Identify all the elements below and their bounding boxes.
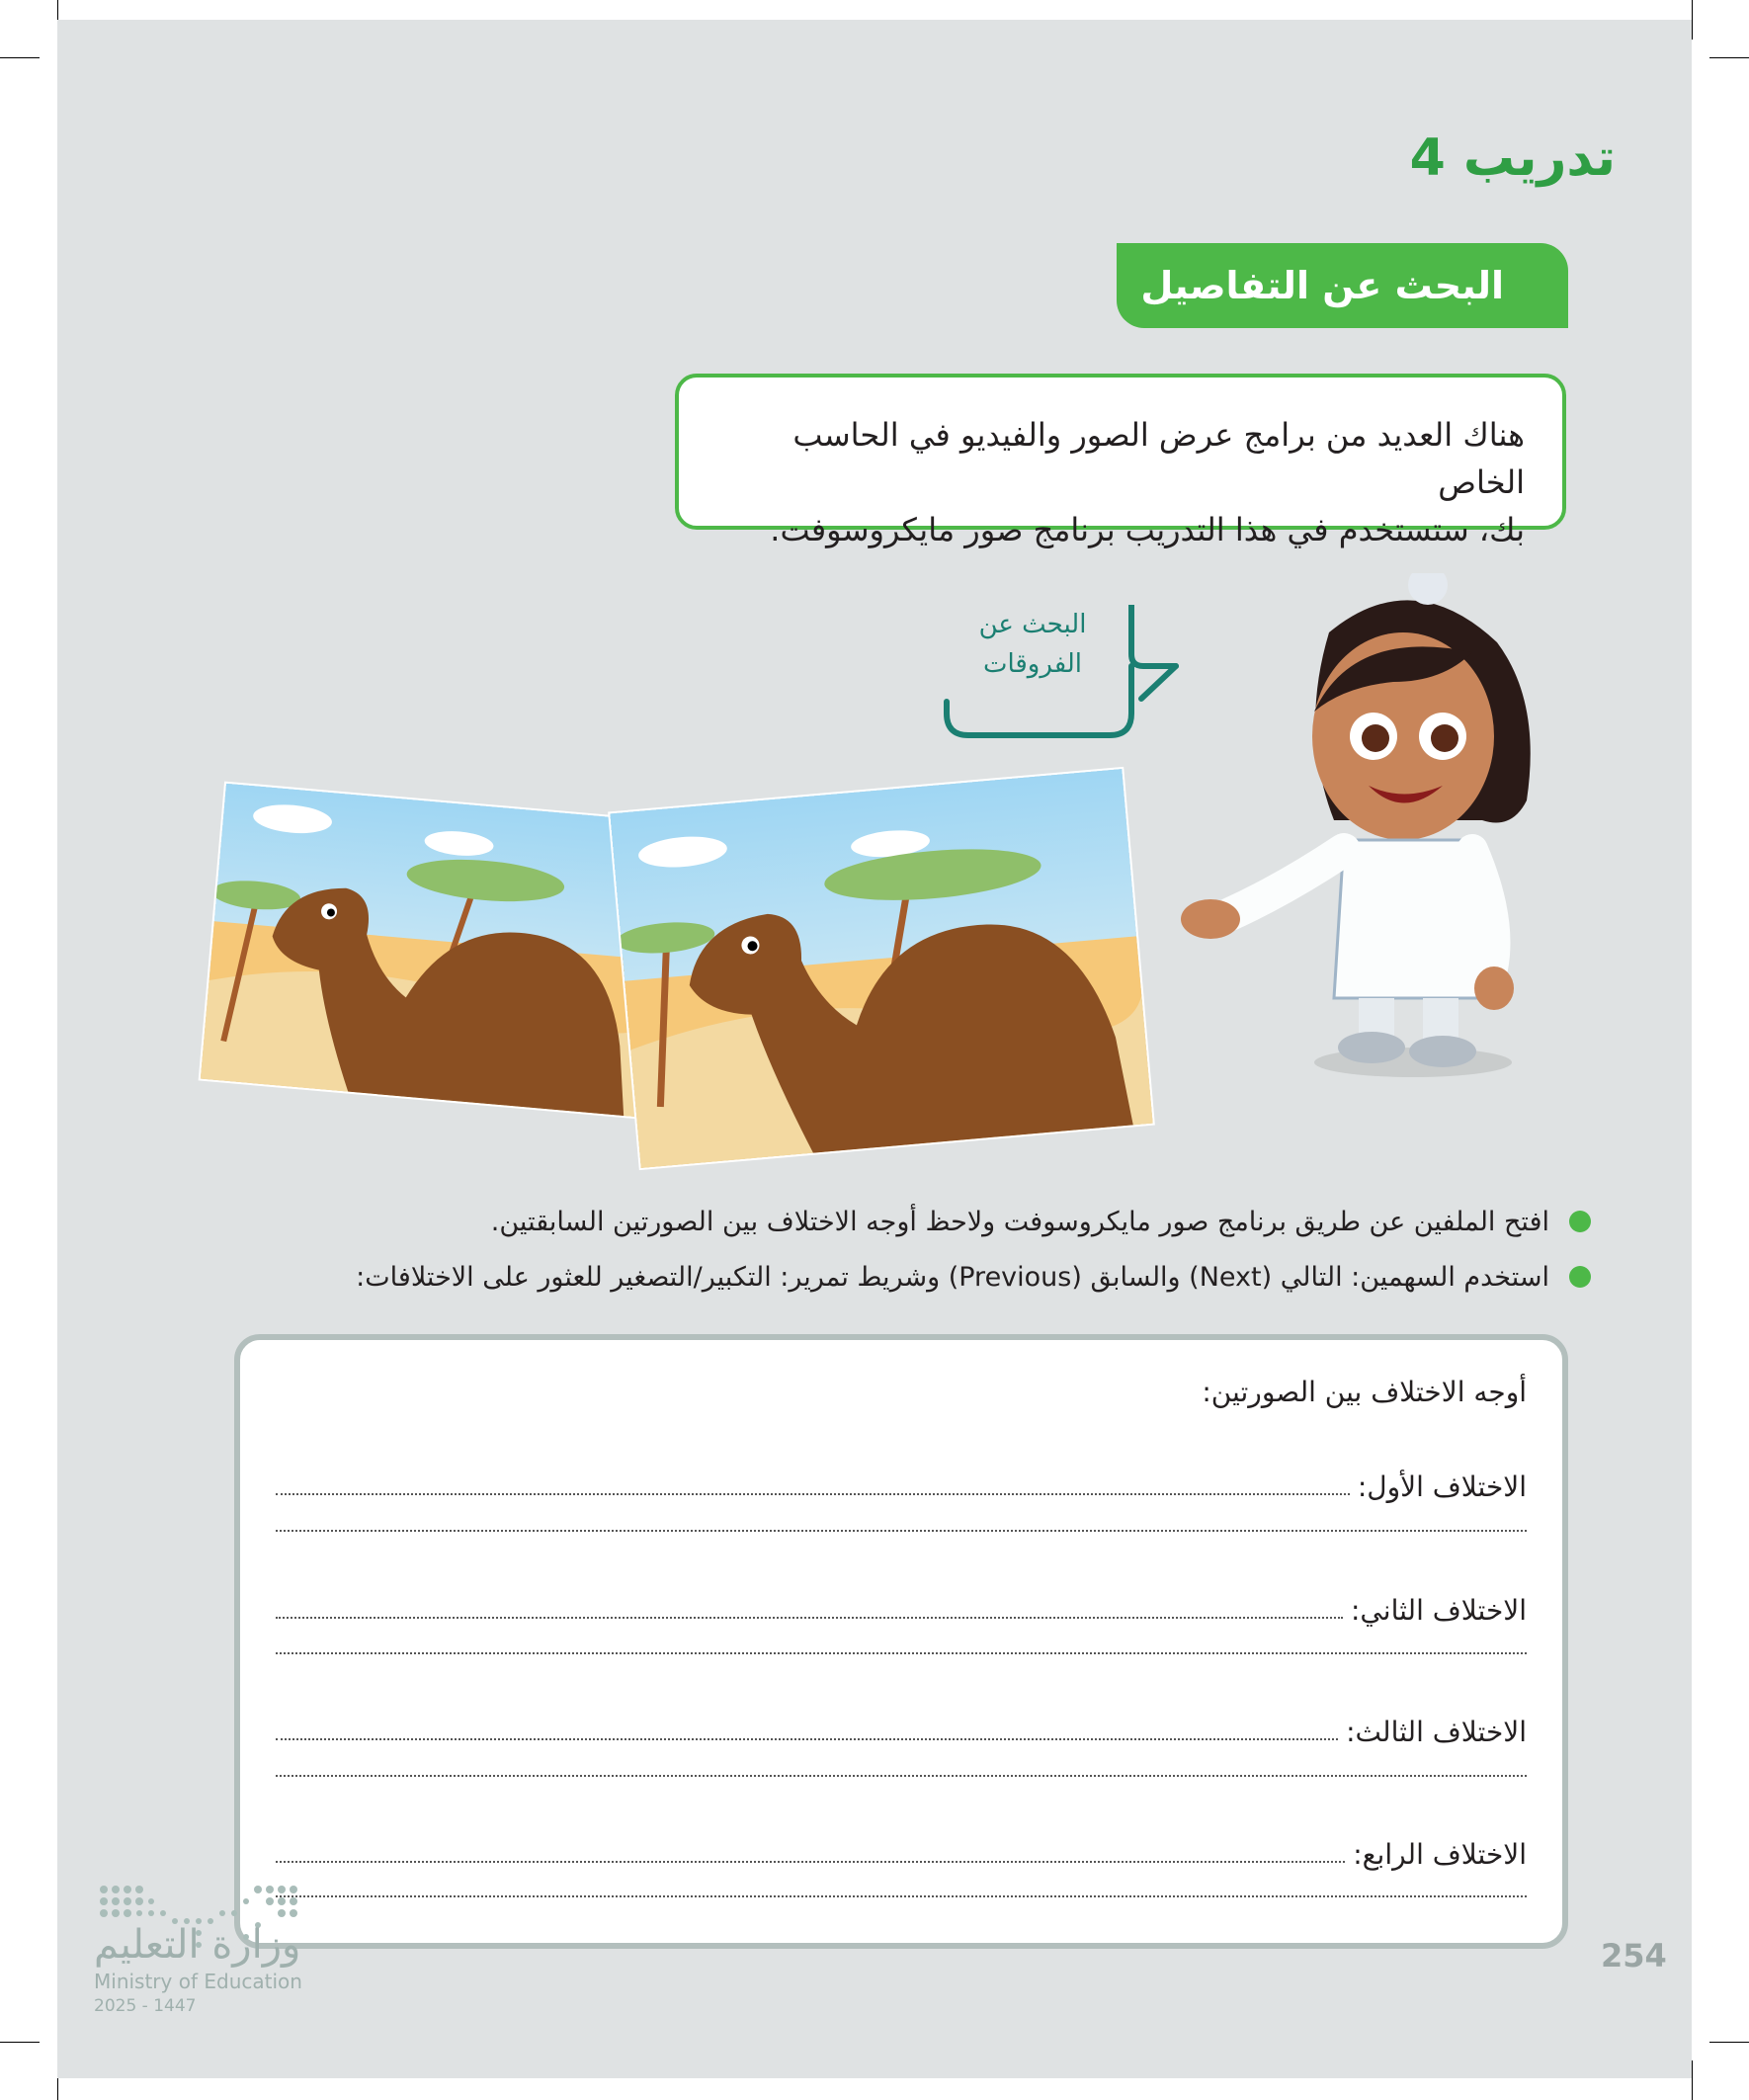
- answer-line[interactable]: [276, 1652, 1527, 1654]
- answer-line[interactable]: [276, 1738, 1338, 1740]
- intro-box: [675, 374, 1566, 548]
- answer-line[interactable]: [276, 1617, 1343, 1619]
- intro-line-1: هناك العديد من برامج عرض الصور والفيديو في الحاسب الخاص: [792, 416, 1525, 501]
- section-banner: البحث عن التفاصيل: [1117, 243, 1568, 328]
- camel-illustration: [610, 769, 1152, 1168]
- page-number: 254: [1601, 1937, 1667, 1974]
- answer-label: الاختلاف الثاني:: [1351, 1594, 1527, 1627]
- answer-row-1[interactable]: [276, 1464, 1527, 1503]
- answer-heading: أوجه الاختلاف بين الصورتين:: [1202, 1376, 1527, 1408]
- crop-mark: [1709, 57, 1749, 58]
- list-item: [208, 1249, 1591, 1304]
- answer-row-2[interactable]: [276, 1587, 1527, 1627]
- ministry-name-english: Ministry of Education: [94, 1970, 302, 1993]
- answer-box: [234, 1334, 1568, 1949]
- ministry-name-arabic: وزارة التعليم: [94, 1922, 301, 1968]
- ministry-year: 2025 - 1447: [94, 1996, 197, 2016]
- list-item: [208, 1194, 1591, 1249]
- answer-line[interactable]: [276, 1530, 1527, 1532]
- camel-photo-1: [201, 784, 674, 1119]
- answer-row-3[interactable]: [276, 1709, 1527, 1748]
- instruction-text: استخدم السهمين: التالي (Next) والسابق (Previous) وشريط تمرير: التكبير/التصغير للعثور على الاختلافات:: [356, 1261, 1549, 1293]
- bullet-icon: [1569, 1211, 1591, 1232]
- crop-mark: [1692, 0, 1693, 40]
- page-title: تدريب 4: [1409, 128, 1616, 188]
- answer-label: الاختلاف الرابع:: [1353, 1838, 1527, 1871]
- answer-line[interactable]: [276, 1861, 1345, 1863]
- camel-illustration: [201, 784, 674, 1119]
- answer-label: الاختلاف الثالث:: [1346, 1716, 1527, 1748]
- crop-mark: [1709, 2042, 1749, 2043]
- speech-bubble: [963, 605, 1102, 684]
- answer-line[interactable]: [276, 1895, 1527, 1897]
- instructions-list: [208, 1194, 1591, 1304]
- camel-photo-2: [610, 769, 1152, 1168]
- answer-line[interactable]: [276, 1493, 1350, 1495]
- answer-row-4[interactable]: [276, 1831, 1527, 1871]
- instruction-text: افتح الملفين عن طريق برنامج صور مايكروسوفت ولاحظ أوجه الاختلاف بين الصورتين السابقتين.: [490, 1206, 1549, 1237]
- crop-mark: [0, 57, 40, 58]
- bullet-icon: [1569, 1266, 1591, 1288]
- crop-mark: [1692, 2060, 1693, 2100]
- answer-label: الاختلاف الأول:: [1357, 1470, 1527, 1503]
- crop-mark: [0, 2042, 40, 2043]
- girl-character: [1136, 573, 1591, 1087]
- callout-line-2: الفروقات: [982, 649, 1083, 679]
- callout-line-1: البحث عن: [978, 610, 1087, 639]
- intro-line-2: بك، ستستخدم في هذا التدريب برنامج صور مايكروسوفت.: [770, 511, 1525, 548]
- answer-line[interactable]: [276, 1775, 1527, 1777]
